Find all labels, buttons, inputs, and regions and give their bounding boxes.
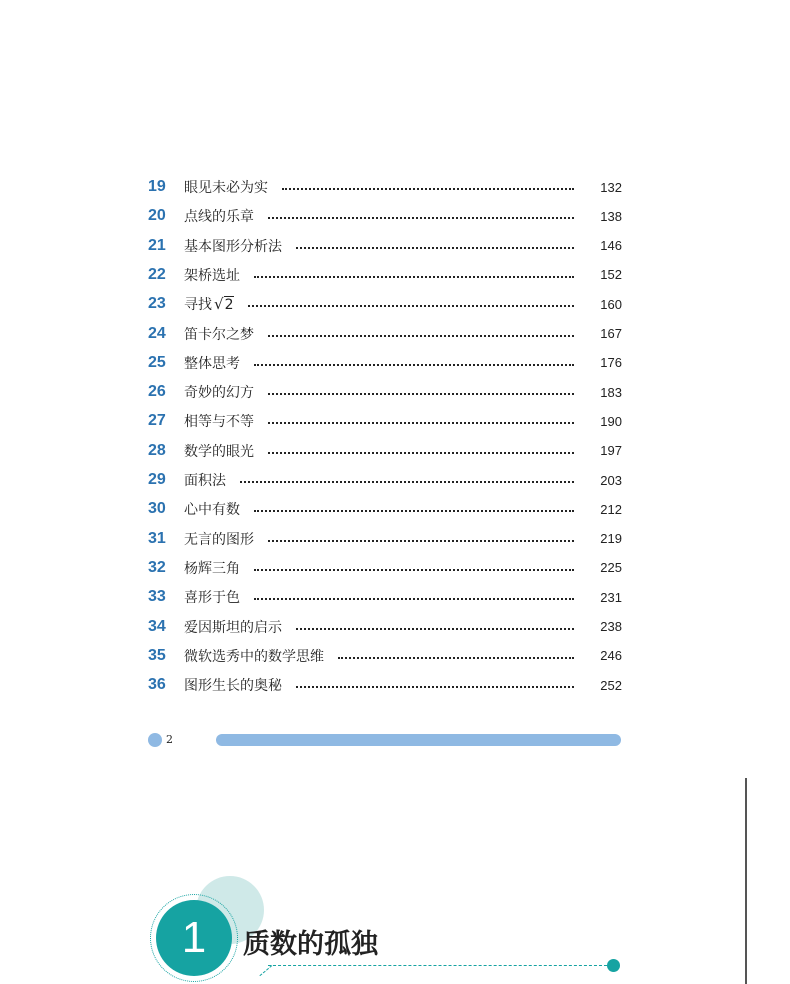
toc-leader-dots bbox=[296, 686, 574, 688]
toc-title: 整体思考 bbox=[184, 355, 240, 372]
toc-page: 231 bbox=[600, 589, 622, 605]
square-root-value: 2 bbox=[224, 297, 234, 314]
toc-title: 架桥选址 bbox=[184, 267, 240, 284]
toc-title: 心中有数 bbox=[184, 502, 240, 519]
toc-title: 奇妙的幻方 bbox=[184, 385, 254, 402]
toc-title: 爱因斯坦的启示 bbox=[184, 619, 282, 636]
toc-leader-dots bbox=[254, 598, 574, 600]
toc-number: 34 bbox=[148, 617, 166, 635]
toc-page: 152 bbox=[600, 267, 622, 283]
toc-leader-dots bbox=[240, 481, 574, 483]
toc-page: 203 bbox=[600, 472, 622, 488]
toc-entry-33[interactable] bbox=[148, 586, 622, 608]
toc-leader-dots bbox=[268, 422, 574, 424]
toc-entry-36[interactable] bbox=[148, 674, 622, 696]
toc-entry-34[interactable] bbox=[148, 616, 622, 638]
toc-leader-dots bbox=[268, 540, 574, 542]
toc-page: 212 bbox=[600, 501, 622, 517]
toc-leader-dots bbox=[268, 217, 574, 219]
toc-number: 24 bbox=[148, 324, 166, 342]
toc-number: 25 bbox=[148, 353, 166, 371]
toc-page: 197 bbox=[600, 443, 622, 459]
toc-number: 21 bbox=[148, 236, 166, 254]
toc-number: 32 bbox=[148, 558, 166, 576]
toc-page: 238 bbox=[600, 619, 622, 634]
footer-page-number: 2 bbox=[166, 733, 173, 746]
toc-number: 29 bbox=[148, 471, 166, 488]
square-root-symbol: √2 bbox=[214, 295, 234, 314]
toc-leader-dots bbox=[254, 364, 574, 366]
chapter-number-badge bbox=[156, 900, 232, 976]
toc-page: 190 bbox=[600, 413, 622, 429]
toc-entry-29[interactable] bbox=[148, 469, 622, 491]
toc-entry-22[interactable] bbox=[148, 264, 622, 286]
toc-title: 点线的乐章 bbox=[184, 209, 254, 226]
toc-number: 33 bbox=[148, 588, 166, 606]
toc-page: 146 bbox=[600, 238, 622, 254]
toc-entry-27[interactable] bbox=[148, 410, 622, 432]
toc-leader-dots bbox=[254, 510, 574, 512]
chapter-title: 质数的孤独 bbox=[243, 929, 378, 960]
toc-number: 20 bbox=[148, 207, 166, 225]
toc-entry-24[interactable] bbox=[148, 323, 622, 345]
toc-title: 数学的眼光 bbox=[184, 443, 254, 460]
toc-leader-dots bbox=[268, 335, 574, 337]
toc-title: 笛卡尔之梦 bbox=[184, 326, 254, 343]
toc-title: 相等与不等 bbox=[184, 414, 254, 431]
chapter-underline-slant bbox=[259, 965, 272, 976]
toc-page: 246 bbox=[600, 648, 622, 664]
toc-number: 35 bbox=[148, 646, 166, 664]
toc-leader-dots bbox=[338, 657, 574, 659]
toc-leader-dots bbox=[296, 247, 574, 249]
toc-title bbox=[184, 294, 248, 314]
toc-entry-28[interactable] bbox=[148, 440, 622, 462]
toc-entry-25[interactable] bbox=[148, 352, 622, 374]
toc-title: 微软选秀中的数学思维 bbox=[184, 648, 324, 665]
toc-number: 23 bbox=[148, 295, 166, 313]
toc-entry-31[interactable] bbox=[148, 528, 622, 550]
toc-entry-20[interactable] bbox=[148, 205, 622, 227]
toc-entry-26[interactable] bbox=[148, 381, 622, 403]
toc-entry-23[interactable] bbox=[148, 293, 622, 315]
toc-leader-dots bbox=[282, 188, 574, 190]
chapter-number: 1 bbox=[181, 913, 207, 962]
toc-page: 160 bbox=[600, 296, 622, 312]
toc-number: 28 bbox=[148, 441, 166, 459]
toc-number: 22 bbox=[148, 265, 166, 283]
toc-leader-dots bbox=[296, 628, 574, 630]
toc-page: 252 bbox=[600, 677, 622, 693]
toc-page: 219 bbox=[600, 531, 622, 547]
toc-number: 31 bbox=[148, 529, 166, 547]
toc-page: 176 bbox=[600, 355, 622, 371]
toc-entry-21[interactable] bbox=[148, 235, 622, 257]
toc-page: 167 bbox=[600, 326, 622, 341]
footer-circle-decoration bbox=[148, 733, 162, 747]
toc-leader-dots bbox=[254, 276, 574, 278]
toc-page: 132 bbox=[600, 179, 622, 195]
footer-bar-decoration bbox=[216, 734, 621, 746]
toc-leader-dots bbox=[268, 452, 574, 454]
toc-title: 图形生长的奥秘 bbox=[184, 678, 282, 695]
toc-title: 喜形于色 bbox=[184, 590, 240, 607]
toc-entry-35[interactable] bbox=[148, 645, 622, 667]
toc-number: 36 bbox=[148, 676, 166, 694]
toc-title: 基本图形分析法 bbox=[184, 238, 282, 255]
toc-title: 无言的图形 bbox=[184, 531, 254, 548]
toc-entry-19[interactable] bbox=[148, 176, 622, 198]
page-edge-line bbox=[745, 778, 747, 984]
toc-number: 30 bbox=[148, 500, 166, 518]
toc-page: 183 bbox=[600, 384, 622, 400]
toc-number: 26 bbox=[148, 383, 166, 401]
toc-leader-dots bbox=[248, 305, 574, 307]
toc-entry-30[interactable] bbox=[148, 498, 622, 520]
chapter-underline bbox=[268, 965, 612, 966]
toc-leader-dots bbox=[254, 569, 574, 571]
toc-entry-32[interactable] bbox=[148, 557, 622, 579]
toc-title-text: 寻找 bbox=[184, 297, 212, 314]
chapter-underline-dot bbox=[607, 959, 620, 972]
toc-leader-dots bbox=[268, 393, 574, 395]
toc-page: 225 bbox=[600, 560, 622, 576]
toc-title: 杨辉三角 bbox=[184, 560, 240, 577]
toc-number: 19 bbox=[148, 178, 166, 195]
toc-title: 面积法 bbox=[184, 473, 226, 489]
toc-title: 眼见未必为实 bbox=[184, 180, 268, 196]
toc-number: 27 bbox=[148, 412, 166, 430]
toc-page: 138 bbox=[600, 208, 622, 224]
